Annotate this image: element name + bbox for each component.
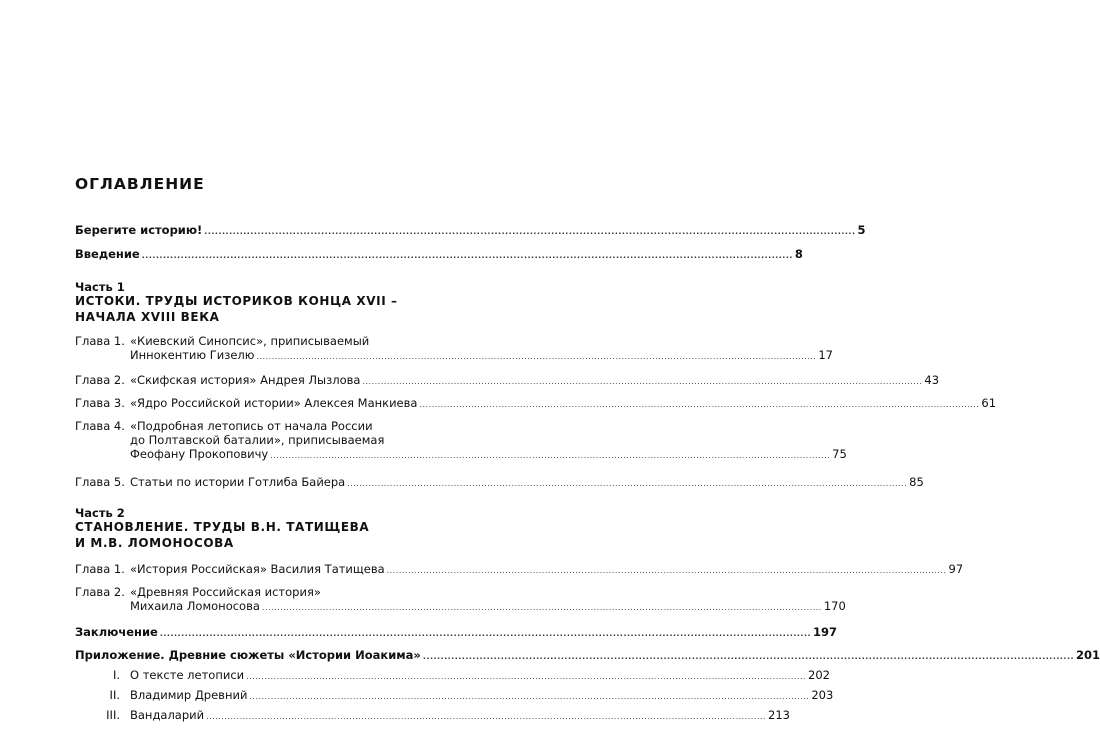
toc-entry-label: Введение	[75, 247, 140, 261]
part-title-line: ИСТОКИ. ТРУДЫ ИСТОРИКОВ КОНЦА XVII –	[75, 294, 398, 308]
appendix-item-number: III.	[106, 708, 120, 722]
leader-dots: ........................................................................................................................................................................................	[141, 251, 793, 260]
chapter-number: Глава 1.	[75, 334, 125, 348]
leader-dots: ........................................................................................................................................................................................	[249, 692, 810, 701]
toc-entry-page: 201	[1076, 648, 1100, 662]
chapter-page: 85	[909, 475, 924, 489]
toc-entry-front-2[interactable]	[75, 247, 803, 263]
leader-dots: ........................................................................................................................................................................................	[270, 451, 831, 460]
chapter-page: 43	[924, 373, 940, 387]
chapter-number: Глава 2.	[75, 585, 125, 599]
chapter-title-line: «История Российская» Василия Татищева	[130, 562, 385, 576]
leader-dots: ........................................................................................................................................................................................	[261, 603, 822, 612]
chapter-title-line: до Полтавской баталии», приписываемая	[130, 433, 385, 447]
toc-entry-label: Заключение	[75, 625, 158, 639]
leader-dots: ........................................................................................................................................................................................	[347, 479, 908, 488]
chapter-page: 75	[832, 447, 847, 461]
toc-appendix-item-1[interactable]	[75, 668, 830, 682]
chapter-title-line: «Подробная летопись от начала России	[130, 419, 373, 433]
chapter-title-line: Статьи по истории Готлиба Байера	[130, 475, 346, 489]
chapter-page: 170	[823, 599, 846, 613]
toc-appendix-item-3[interactable]	[75, 708, 790, 722]
chapter-title-line: «Скифская история» Андрея Лызлова	[130, 373, 361, 387]
appendix-item-number: I.	[112, 668, 120, 682]
toc-entry-front-1[interactable]	[75, 223, 866, 239]
toc-entry-label: Берегите историю!	[75, 223, 203, 237]
leader-dots: ........................................................................................................................................................................................	[246, 672, 807, 681]
chapter-title-line: Михаила Ломоносова	[130, 599, 260, 613]
leader-dots: ........................................................................................................................................................................................	[422, 652, 1075, 661]
toc-entry-page: 8	[794, 247, 803, 261]
appendix-item-page: 203	[811, 688, 834, 702]
chapter-title-line: «Киевский Синопсис», приписываемый	[130, 334, 370, 348]
chapter-title-line: «Древняя Российская история»	[130, 585, 321, 599]
part-label: Часть 2	[75, 506, 125, 520]
toc-entry-page: 5	[857, 223, 866, 237]
appendix-item-label: Вандаларий	[130, 708, 205, 722]
leader-dots: ........................................................................................................................................................................................	[206, 712, 767, 721]
part-label: Часть 1	[75, 280, 125, 294]
part-title-line: И М.В. ЛОМОНОСОВА	[75, 536, 234, 550]
toc-chapter-1-4[interactable]	[75, 419, 847, 465]
appendix-item-page: 202	[808, 668, 830, 682]
page-title: ОГЛАВЛЕНИЕ	[75, 175, 205, 193]
chapter-number: Глава 4.	[75, 419, 125, 433]
chapter-number: Глава 1.	[75, 562, 125, 576]
toc-chapter-1-1[interactable]	[75, 334, 833, 364]
leader-dots: ........................................................................................................................................................................................	[159, 629, 812, 638]
part-title-line: СТАНОВЛЕНИЕ. ТРУДЫ В.Н. ТАТИЩЕВА	[75, 520, 370, 534]
appendix-item-label: О тексте летописи	[130, 668, 245, 682]
chapter-number: Глава 2.	[75, 373, 125, 387]
chapter-title-line: Феофану Прокоповичу	[130, 447, 269, 461]
appendix-item-page: 213	[768, 708, 790, 722]
leader-dots: ........................................................................................................................................................................................	[204, 227, 856, 236]
toc-entry-conclusion[interactable]	[75, 625, 838, 641]
chapter-number: Глава 5.	[75, 475, 125, 489]
appendix-item-label: Владимир Древний	[130, 688, 248, 702]
toc-entry-page: 197	[813, 625, 838, 639]
toc-chapter-2-2[interactable]	[75, 585, 846, 615]
toc-appendix-item-2[interactable]	[75, 688, 834, 702]
chapter-page: 61	[981, 396, 997, 410]
leader-dots: ........................................................................................................................................................................................	[362, 377, 923, 386]
chapter-title-line: Иннокентию Гизелю	[130, 348, 255, 362]
part-title	[75, 293, 505, 325]
part-title-line: НАЧАЛА XVIII ВЕКА	[75, 310, 220, 324]
leader-dots: ........................................................................................................................................................................................	[386, 566, 947, 575]
toc-entry-label: Приложение. Древние сюжеты «Истории Иоакима»	[75, 648, 421, 662]
toc-entry-appendix[interactable]	[75, 648, 1100, 664]
appendix-item-number: II.	[109, 688, 120, 702]
leader-dots: ........................................................................................................................................................................................	[256, 352, 817, 361]
part-title	[75, 519, 505, 551]
chapter-number: Глава 3.	[75, 396, 125, 410]
leader-dots: ........................................................................................................................................................................................	[419, 400, 980, 409]
chapter-page: 97	[948, 562, 964, 576]
chapter-title-line: «Ядро Российской истории» Алексея Манкиева	[130, 396, 418, 410]
chapter-page: 17	[818, 348, 833, 362]
